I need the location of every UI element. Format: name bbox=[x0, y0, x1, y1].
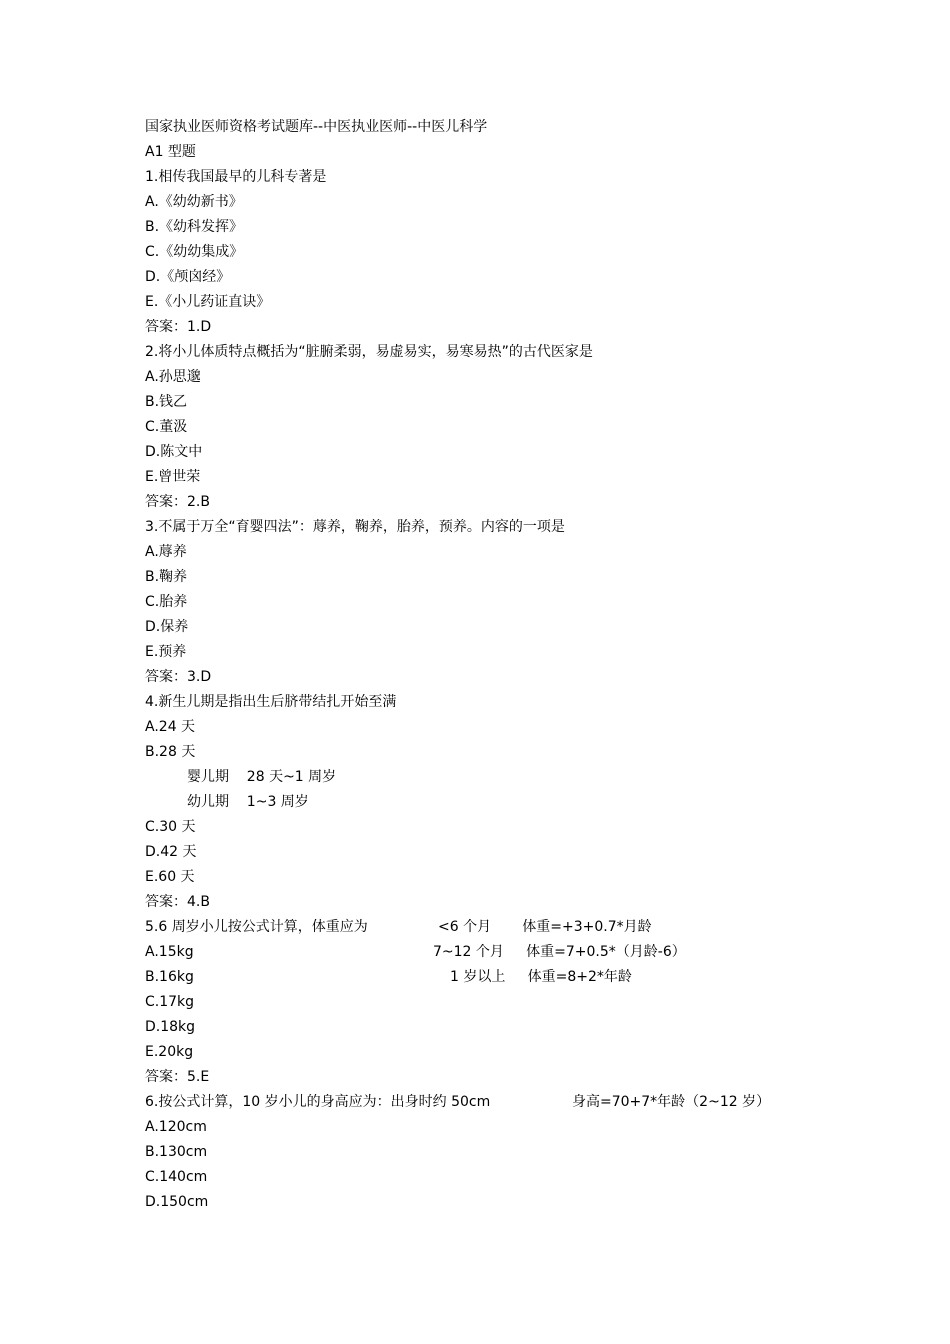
q6-option-c: C.140cm bbox=[145, 1169, 208, 1185]
q3-option-d: D.保养 bbox=[145, 619, 189, 635]
q1-stem: 1.相传我国最早的儿科专著是 bbox=[145, 169, 327, 185]
q2-option-a: A.孙思邈 bbox=[145, 369, 201, 385]
q5-stem: 5.6 周岁小儿按公式计算，体重应为 bbox=[145, 919, 368, 935]
q3-option-a: A.蓐养 bbox=[145, 544, 187, 560]
q5-note-over1y: 1 岁以上 体重=8+2*年龄 bbox=[450, 969, 632, 985]
q5-option-e: E.20kg bbox=[145, 1044, 194, 1060]
q5-answer: 答案：5.E bbox=[145, 1069, 210, 1085]
q1-option-e: E.《小儿药证直诀》 bbox=[145, 294, 271, 310]
q1-answer: 答案：1.D bbox=[145, 319, 212, 335]
q5-option-c: C.17kg bbox=[145, 994, 195, 1010]
q3-option-e: E.预养 bbox=[145, 644, 187, 660]
q6-option-a: A.120cm bbox=[145, 1119, 207, 1135]
q2-stem: 2.将小儿体质特点概括为“脏腑柔弱，易虚易实，易寒易热”的古代医家是 bbox=[145, 344, 593, 360]
q3-option-b: B.鞠养 bbox=[145, 569, 188, 585]
q6-option-d: D.150cm bbox=[145, 1194, 209, 1210]
document-title: 国家执业医师资格考试题库--中医执业医师--中医儿科学 bbox=[145, 119, 488, 135]
q6-stem: 6.按公式计算，10 岁小儿的身高应为：出身时约 50cm bbox=[145, 1094, 491, 1110]
q1-option-c: C.《幼幼集成》 bbox=[145, 244, 244, 260]
q2-option-b: B.钱乙 bbox=[145, 394, 188, 410]
q4-option-a: A.24 天 bbox=[145, 719, 196, 735]
q4-stem: 4.新生儿期是指出生后脐带结扎开始至满 bbox=[145, 694, 397, 710]
q2-option-c: C.董汲 bbox=[145, 419, 188, 435]
q1-option-d: D.《颅囟经》 bbox=[145, 269, 231, 285]
q4-answer: 答案：4.B bbox=[145, 894, 210, 910]
q3-answer: 答案：3.D bbox=[145, 669, 212, 685]
q4-option-b: B.28 天 bbox=[145, 744, 196, 760]
q1-option-a: A.《幼幼新书》 bbox=[145, 194, 243, 210]
q4-note-toddler: 幼儿期 1~3 周岁 bbox=[187, 794, 309, 810]
q4-note-infant: 婴儿期 28 天~1 周岁 bbox=[187, 769, 337, 785]
q3-option-c: C.胎养 bbox=[145, 594, 188, 610]
q5-option-a: A.15kg bbox=[145, 944, 194, 960]
q2-option-d: D.陈文中 bbox=[145, 444, 203, 460]
q4-option-e: E.60 天 bbox=[145, 869, 195, 885]
q4-option-d: D.42 天 bbox=[145, 844, 197, 860]
q2-option-e: E.曾世荣 bbox=[145, 469, 201, 485]
q3-stem: 3.不属于万全“育婴四法”：蓐养，鞠养，胎养，预养。内容的一项是 bbox=[145, 519, 565, 535]
q5-option-b: B.16kg bbox=[145, 969, 194, 985]
q6-note-height-formula: 身高=70+7*年龄（2~12 岁） bbox=[572, 1094, 771, 1110]
q5-note-7to12m: 7~12 个月 体重=7+0.5*（月龄-6） bbox=[433, 944, 686, 960]
section-heading: A1 型题 bbox=[145, 144, 196, 160]
q6-option-b: B.130cm bbox=[145, 1144, 208, 1160]
q5-option-d: D.18kg bbox=[145, 1019, 196, 1035]
q4-option-c: C.30 天 bbox=[145, 819, 196, 835]
q1-option-b: B.《幼科发挥》 bbox=[145, 219, 244, 235]
q5-note-under6m: <6 个月 体重=+3+0.7*月龄 bbox=[438, 919, 652, 935]
q2-answer: 答案：2.B bbox=[145, 494, 210, 510]
